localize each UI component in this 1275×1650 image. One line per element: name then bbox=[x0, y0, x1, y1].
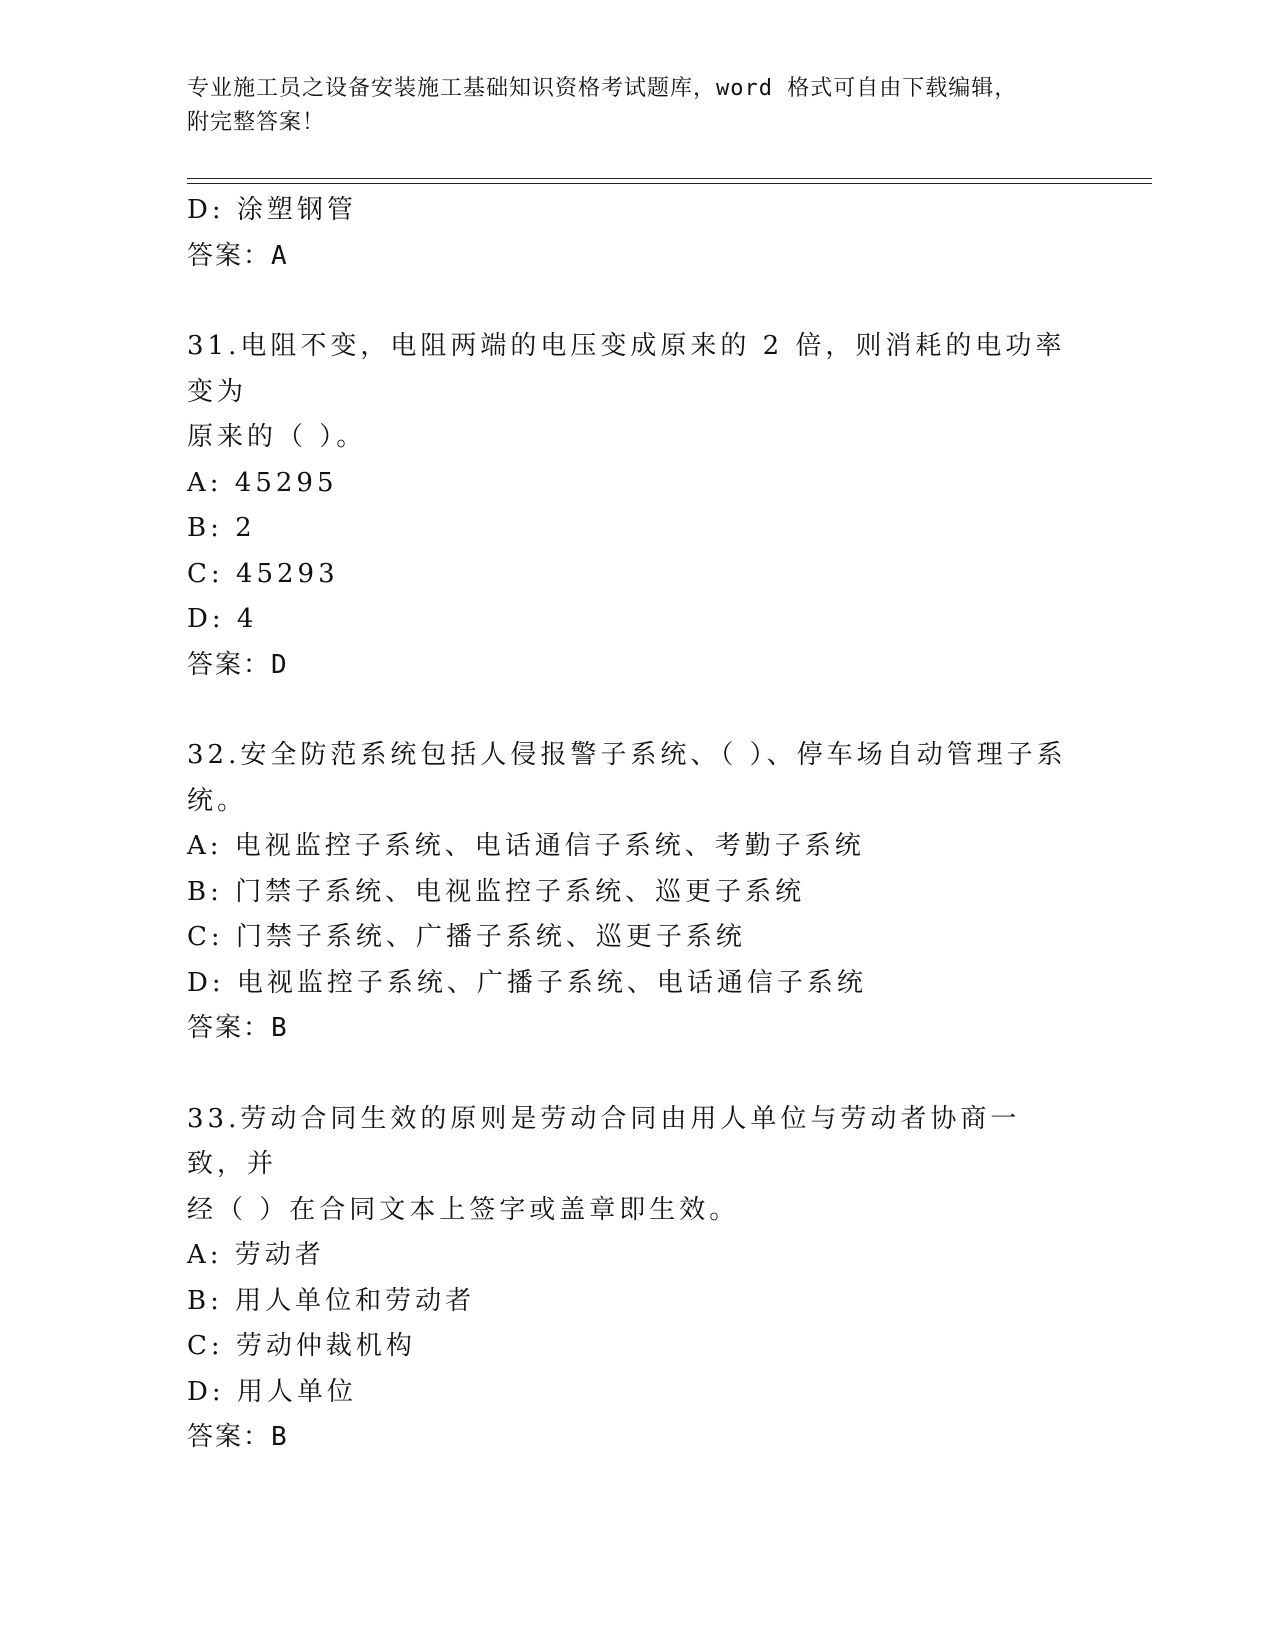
option-c: C: 劳动仲裁机构 bbox=[187, 1331, 416, 1361]
question-list bbox=[187, 188, 1087, 1461]
question-stem-line-2: 经（ ）在合同文本上签字或盖章即生效。 bbox=[187, 1194, 740, 1225]
option-d: D: 涂塑钢管 bbox=[187, 195, 357, 225]
answer-label: 答案： bbox=[187, 649, 272, 680]
spacer bbox=[187, 1052, 1087, 1097]
question-stem-line-2: 原来的（ ）。 bbox=[187, 422, 367, 452]
answer-value: B bbox=[271, 1422, 289, 1452]
option-d: D: 电视监控子系统、广播子系统、电话通信子系统 bbox=[187, 967, 867, 998]
option-b: B: 2 bbox=[187, 513, 256, 543]
header-line-1: 专业施工员之设备安装施工基础知识资格考试题库，word 格式可自由下载编辑， bbox=[187, 76, 1018, 101]
answer-line bbox=[187, 1006, 1087, 1052]
answer-line bbox=[187, 234, 1087, 280]
option-b: B: 门禁子系统、电视监控子系统、巡更子系统 bbox=[187, 876, 806, 907]
document-header bbox=[187, 72, 1067, 140]
question-stem-line-1: 32.安全防范系统包括人侵报警子系统、（ ）、停车场自动管理子系 bbox=[187, 740, 1067, 770]
answer-label: 答案： bbox=[187, 1013, 272, 1043]
question-stem bbox=[187, 733, 1067, 824]
previous-question-tail bbox=[187, 188, 1087, 279]
option-c: C: 门禁子系统、广播子系统、巡更子系统 bbox=[187, 922, 746, 952]
answer-value: D bbox=[271, 649, 289, 680]
answer-label: 答案： bbox=[187, 1422, 272, 1452]
question-stem-line-1: 33.劳动合同生效的原则是劳动合同由用人单位与劳动者协商一致，并 bbox=[187, 1103, 1021, 1179]
question-32 bbox=[187, 733, 1087, 1052]
option-a: A: 劳动者 bbox=[187, 1240, 325, 1270]
option-d: D: 4 bbox=[187, 604, 258, 634]
question-33 bbox=[187, 1097, 1087, 1461]
option-b: B: 用人单位和劳动者 bbox=[187, 1285, 476, 1316]
question-stem-line-1: 31.电阻不变，电阻两端的电压变成原来的 2 倍，则消耗的电功率变为 bbox=[187, 331, 1066, 407]
answer-value: A bbox=[271, 240, 289, 271]
header-divider-top bbox=[187, 178, 1152, 179]
question-31 bbox=[187, 324, 1087, 688]
answer-line bbox=[187, 1415, 1087, 1461]
spacer bbox=[187, 279, 1087, 324]
question-stem bbox=[187, 1097, 1067, 1234]
option-d: D: 用人单位 bbox=[187, 1376, 357, 1407]
header-divider-bottom bbox=[187, 183, 1152, 184]
option-c: C: 45293 bbox=[187, 558, 339, 589]
question-stem-line-2: 统。 bbox=[187, 785, 248, 816]
header-line-2: 附完整答案！ bbox=[187, 110, 326, 135]
answer-value: B bbox=[271, 1013, 289, 1043]
answer-line bbox=[187, 643, 1087, 689]
option-a: A: 45295 bbox=[187, 467, 338, 498]
spacer bbox=[187, 688, 1087, 733]
answer-label: 答案： bbox=[187, 240, 272, 271]
option-a: A: 电视监控子系统、电话通信子系统、考勤子系统 bbox=[187, 831, 865, 861]
question-stem bbox=[187, 324, 1067, 461]
